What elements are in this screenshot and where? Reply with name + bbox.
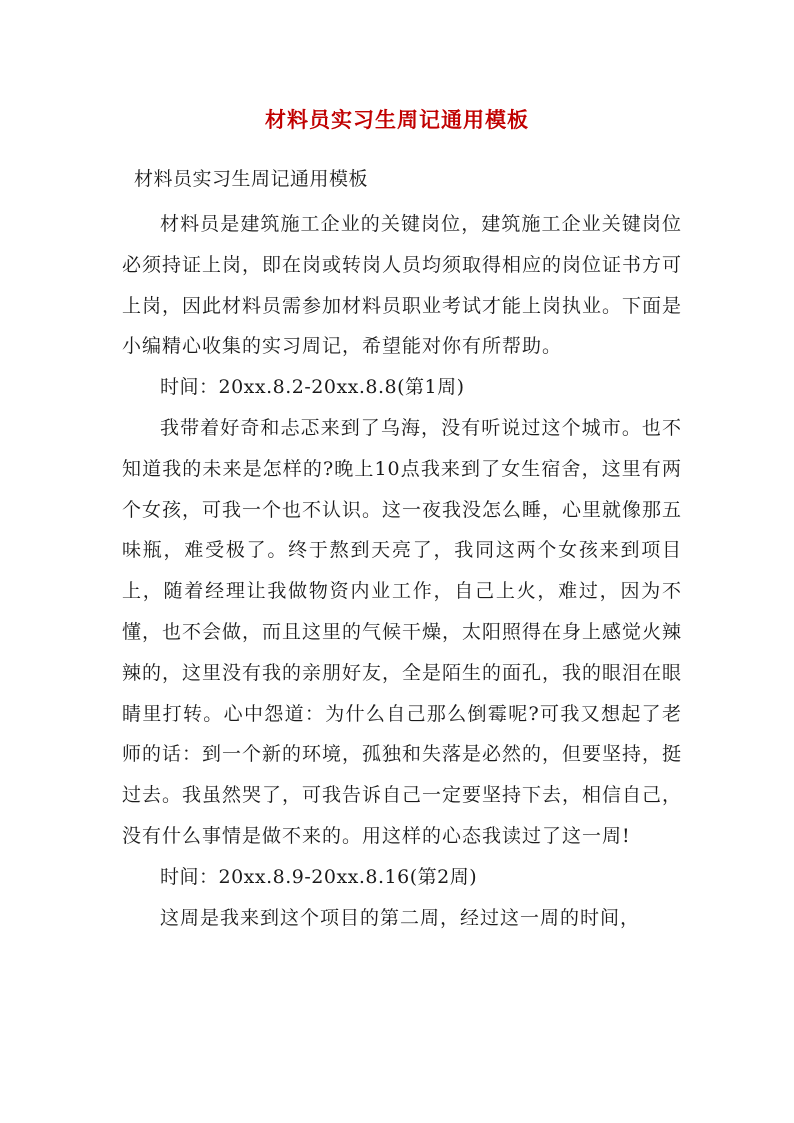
week-2-paragraph: 这周是我来到这个项目的第二周，经过这一周的时间， (160, 906, 641, 929)
document-title: 材料员实习生周记通用模板 (265, 107, 529, 132)
intro-paragraph: 材料员是建筑施工企业的关键岗位，建筑施工企业关键岗位必须持证上岗，即在岗或转岗人员均须取得相应的岗位证书方可上岗，因此材料员需参加材料员职业考试才能上岗执业。下面是小编精心收集的实习周记，希望能对你有所帮助。 (122, 213, 683, 358)
document-body (122, 204, 682, 938)
document-subtitle: 材料员实习生周记通用模板 (134, 168, 369, 190)
week-1-paragraph: 我带着好奇和忐忑来到了乌海，没有听说过这个城市。也不知道我的未来是怎样的?晚上10点我来到了女生宿舍，这里有两个女孩，可我一个也不认识。这一夜我没怎么睡，心里就像那五味瓶，难受极了。终于熬到天亮了，我同这两个女孩来到项目上，随着经理让我做物资内业工作，自己上火，难过，因为不懂，也不会做，而且这里的气候干燥，太阳照得在身上感觉火辣辣的，这里没有我的亲朋好友，全是陌生的面孔，我的眼泪在眼睛里打转。心中怨道：为什么自己那么倒霉呢?可我又想起了老师的话：到一个新的环境，孤独和失落是必然的，但要坚持，挺过去。我虽然哭了，可我告诉自己一定要坚持下去，相信自己，没有什么事情是做不来的。用这样的心态我读过了这一周! (122, 416, 683, 847)
week-2-date: 时间：20xx.8.9-20xx.8.16(第2周) (160, 865, 478, 888)
week-1-date: 时间：20xx.8.2-20xx.8.8(第1周) (160, 376, 465, 399)
